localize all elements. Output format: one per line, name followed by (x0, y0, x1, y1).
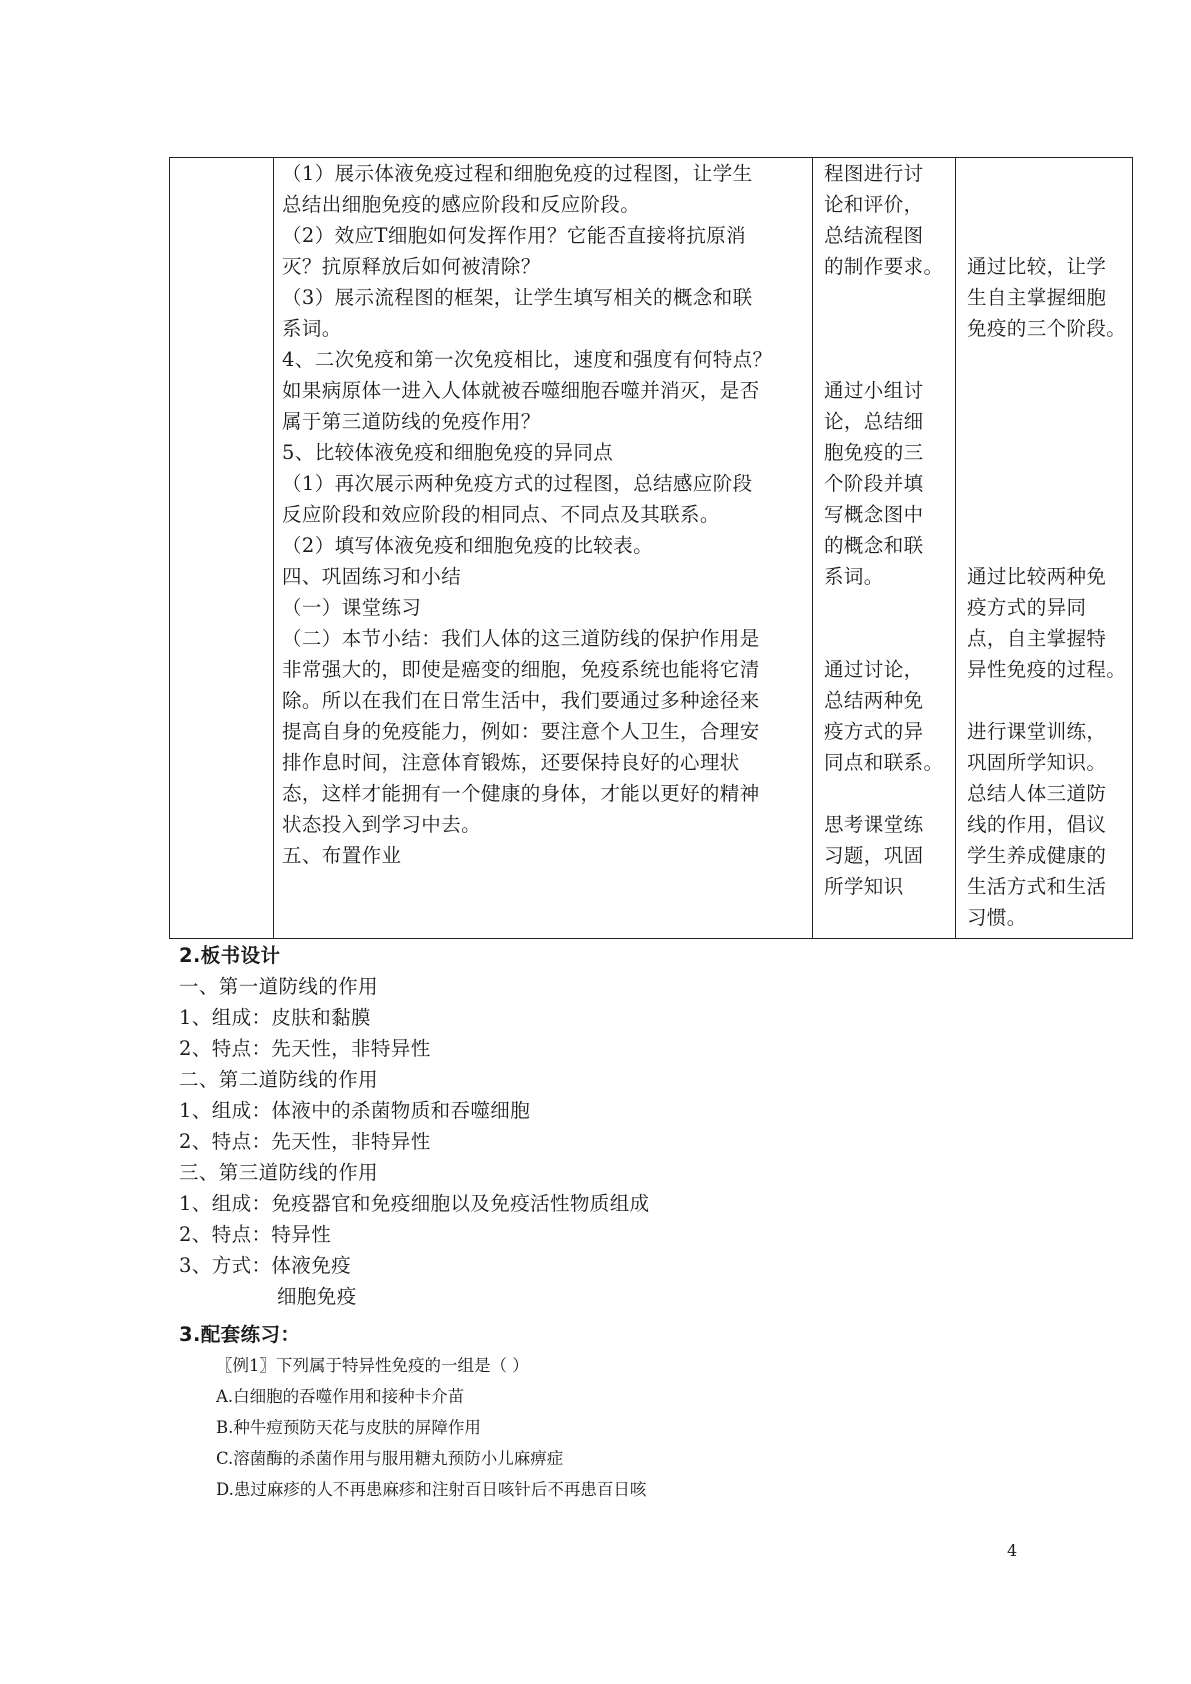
table-line: 疫方式的异 (824, 720, 924, 743)
student-activity-cell (813, 158, 955, 938)
table-line: 线的作用，倡议 (967, 813, 1107, 836)
table-line: 所学知识 (824, 875, 904, 898)
table-line: （1）展示体液免疫过程和细胞免疫的过程图，让学生 (282, 162, 753, 185)
table-line: 通过小组讨 (824, 379, 924, 402)
table-col-teacher-activity (274, 158, 813, 939)
table-line: 写概念图中 (824, 503, 924, 526)
table-line: 同点和联系。 (824, 751, 944, 774)
table-line: 总结两种免 (824, 689, 924, 712)
table-line: 系词。 (824, 565, 884, 588)
table-line: 提高自身的免疫能力，例如：要注意个人卫生，合理安 (282, 720, 760, 743)
table-line: 进行课堂训练， (967, 720, 1107, 743)
board-line: 细胞免疫 (277, 1285, 357, 1308)
table-line: 习题，巩固 (824, 844, 924, 867)
table-line: 习惯。 (967, 906, 1027, 929)
table-line: 胞免疫的三 (824, 441, 924, 464)
table-line: 总结人体三道防 (967, 782, 1107, 805)
table-line: 4、二次免疫和第一次免疫相比，速度和强度有何特点？ (282, 348, 773, 371)
board-design-heading: 2.板书设计 (179, 944, 281, 967)
table-line: （3）展示流程图的框架，让学生填写相关的概念和联 (282, 286, 753, 309)
practice-option: D.患过麻疹的人不再患麻疹和注射百日咳针后不再患百日咳 (216, 1480, 647, 1499)
board-line: 1、组成：体液中的杀菌物质和吞噬细胞 (179, 1099, 531, 1122)
table-line: 通过比较两种免 (967, 565, 1107, 588)
table-line: 反应阶段和效应阶段的相同点、不同点及其联系。 (282, 503, 720, 526)
table-line: （2）效应T细胞如何发挥作用？它能否直接将抗原消 (282, 224, 747, 247)
table-line: 学生养成健康的 (967, 844, 1107, 867)
teacher-activity-cell (274, 158, 812, 938)
table-line: 属于第三道防线的免疫作用？ (282, 410, 541, 433)
practice-option: C.溶菌酶的杀菌作用与服用糖丸预防小儿麻痹症 (216, 1449, 564, 1468)
practice-option: B.种牛痘预防天花与皮肤的屏障作用 (216, 1418, 481, 1437)
table-line: 四、巩固练习和小结 (282, 565, 462, 588)
board-line: 2、特点：先天性，非特异性 (179, 1037, 431, 1060)
table-line: 程图进行讨 (824, 162, 924, 185)
practice-option: A.白细胞的吞噬作用和接种卡介苗 (216, 1387, 465, 1406)
table-line: 5、比较体液免疫和细胞免疫的异同点 (282, 441, 614, 464)
table-line: 免疫的三个阶段。 (967, 317, 1127, 340)
table-line: 系词。 (282, 317, 342, 340)
practice-heading: 3.配套练习： (179, 1323, 301, 1346)
table-line: 异性免疫的过程。 (967, 658, 1127, 681)
table-line: 总结出细胞免疫的感应阶段和反应阶段。 (282, 193, 641, 216)
table-line: 的制作要求。 (824, 255, 944, 278)
table-line: 五、布置作业 (282, 844, 402, 867)
table-line: （1）再次展示两种免疫方式的过程图，总结感应阶段 (282, 472, 753, 495)
table-line: 状态投入到学习中去。 (282, 813, 482, 836)
lesson-table (169, 157, 1133, 939)
table-line: 非常强大的，即使是癌变的细胞，免疫系统也能将它清 (282, 658, 760, 681)
table-line: 的概念和联 (824, 534, 924, 557)
board-line: 二、第二道防线的作用 (179, 1068, 379, 1091)
board-line: 一、第一道防线的作用 (179, 975, 379, 998)
table-line: 论，总结细 (824, 410, 924, 433)
table-line: 通过比较，让学 (967, 255, 1107, 278)
board-line: 2、特点：特异性 (179, 1223, 332, 1246)
table-line: （一）课堂练习 (282, 596, 422, 619)
table-line: 生自主掌握细胞 (967, 286, 1107, 309)
table-line: 疫方式的异同 (967, 596, 1087, 619)
table-line: 思考课堂练 (824, 813, 924, 836)
table-line: 个阶段并填 (824, 472, 924, 495)
table-col-blank (170, 158, 274, 939)
table-line: 灭？抗原释放后如何被清除？ (282, 255, 541, 278)
table-col-student-activity (813, 158, 956, 939)
table-line: 通过讨论， (824, 658, 924, 681)
table-line: （2）填写体液免疫和细胞免疫的比较表。 (282, 534, 654, 557)
board-line: 三、第三道防线的作用 (179, 1161, 379, 1184)
table-line: 巩固所学知识。 (967, 751, 1107, 774)
table-line: 除。所以在我们在日常生活中，我们要通过多种途径来 (282, 689, 760, 712)
practice-question: 〖例1〗下列属于特异性免疫的一组是（ ） (216, 1356, 529, 1375)
table-col-design-intent (956, 158, 1133, 939)
table-line: 如果病原体一进入人体就被吞噬细胞吞噬并消灭，是否 (282, 379, 760, 402)
table-line: 生活方式和生活 (967, 875, 1107, 898)
table-line: （二）本节小结：我们人体的这三道防线的保护作用是 (282, 627, 760, 650)
table-line: 点，自主掌握特 (967, 627, 1107, 650)
board-line: 1、组成：皮肤和黏膜 (179, 1006, 371, 1029)
table-line: 态，这样才能拥有一个健康的身体，才能以更好的精神 (282, 782, 760, 805)
board-line: 2、特点：先天性，非特异性 (179, 1130, 431, 1153)
design-intent-cell (956, 158, 1132, 938)
table-line: 排作息时间，注意体育锻炼，还要保持良好的心理状 (282, 751, 740, 774)
board-line: 3、方式：体液免疫 (179, 1254, 352, 1277)
board-line: 1、组成：免疫器官和免疫细胞以及免疫活性物质组成 (179, 1192, 650, 1215)
table-line: 论和评价， (824, 193, 924, 216)
table-line: 总结流程图 (824, 224, 924, 247)
page-number: 4 (1007, 1541, 1018, 1560)
